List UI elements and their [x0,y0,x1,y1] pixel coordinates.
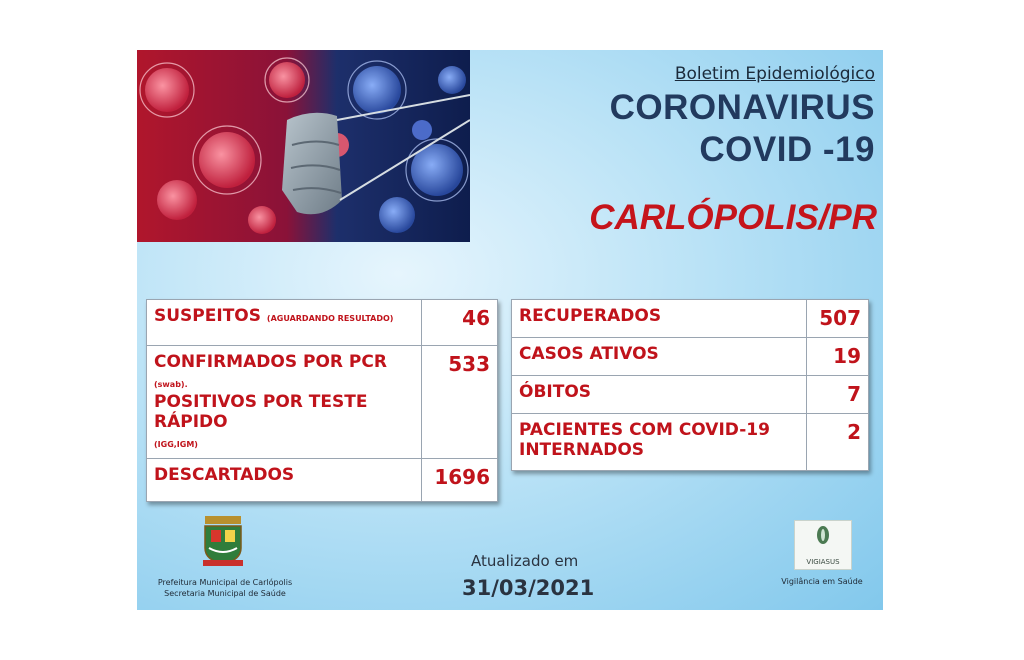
suspected-label-cell [147,300,422,346]
rapid-test-label: POSITIVOS POR TESTE RÁPIDO [154,392,368,432]
bulletin-card [137,50,883,610]
hospitalized-label-cell [512,414,807,471]
suspected-value: 46 [422,300,498,346]
confirmed-note: (swab). [154,380,188,389]
footer-right [767,577,877,586]
table-row [512,300,869,338]
cases-table-right [511,299,869,471]
rapid-test-note: (IGG,IGM) [154,440,198,449]
active-cases-value: 19 [807,338,869,376]
active-cases-label: CASOS ATIVOS [512,338,807,376]
cases-table-left [146,299,498,502]
municipal-crest-icon [199,514,247,568]
updated-label: Atualizado em [471,552,579,570]
deaths-value: 7 [807,376,869,414]
deaths-label: ÓBITOS [512,376,807,414]
discarded-value: 1696 [422,459,498,502]
table-row [512,376,869,414]
prefecture-name: Prefeitura Municipal de Carlópolis [157,578,293,587]
hospitalized-label: PACIENTES COM COVID-19 [519,420,770,440]
discarded-label: DESCARTADOS [154,465,295,485]
updated-date: 31/03/2021 [462,576,595,600]
confirmed-label-cell [147,346,422,459]
page-title-line2: COVID -19 [699,130,875,169]
leaf-icon [795,521,851,551]
confirmed-label: CONFIRMADOS POR PCR [154,352,387,372]
table-row [512,338,869,376]
suspected-note: (AGUARDANDO RESULTADO) [266,314,394,323]
table-row [147,346,498,459]
table-row [147,459,498,502]
coronavirus-mask-image [137,50,470,242]
discarded-label-cell [147,459,422,502]
vigiasus-logo-icon [794,520,852,570]
surveillance-label: Vigilância em Saúde [781,577,863,586]
table-row [147,300,498,346]
recovered-value: 507 [807,300,869,338]
table-row [512,414,869,471]
page-title-line1: CORONAVIRUS [609,88,875,127]
confirmed-value: 533 [422,346,498,459]
footer-left [137,577,313,599]
suspected-label: SUSPEITOS [154,306,261,326]
bulletin-title: Boletim Epidemiológico [674,64,875,84]
hospitalized-label2: INTERNADOS [519,440,645,460]
vigiasus-logo-text: VIGIASUS [806,558,840,566]
city-name: CARLÓPOLIS/PR [589,198,877,237]
recovered-label: RECUPERADOS [512,300,807,338]
hospitalized-value: 2 [807,414,869,471]
secretariat-name: Secretaria Municipal de Saúde [164,589,286,598]
